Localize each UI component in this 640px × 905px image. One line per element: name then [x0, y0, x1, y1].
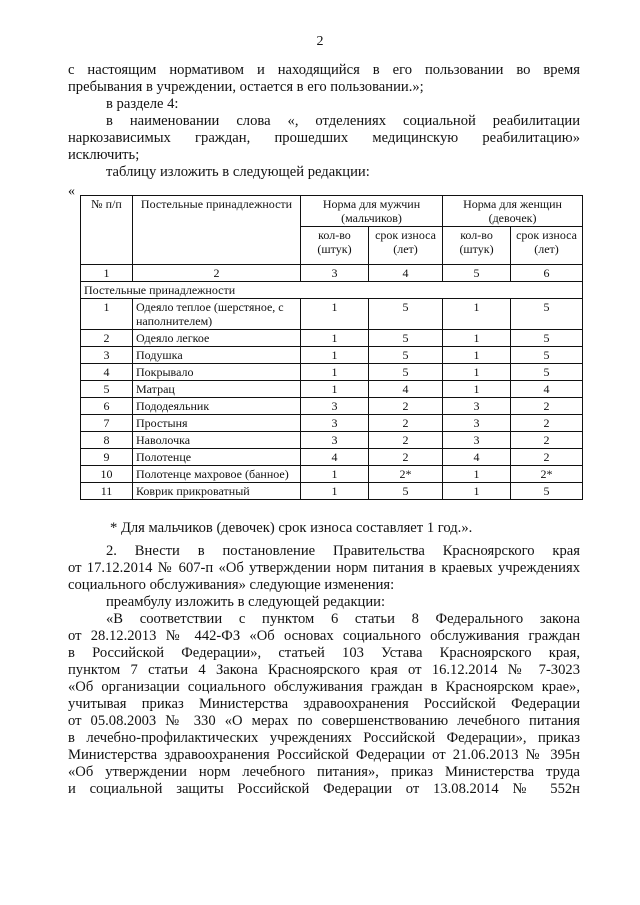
item-name-cell: Покрывало	[133, 364, 301, 381]
item-name-cell: Пододеяльник	[133, 398, 301, 415]
item-name-cell: Полотенце махровое (банное)	[133, 466, 301, 483]
value-cell: 4	[301, 449, 369, 466]
value-cell: 4	[369, 381, 443, 398]
value-cell: 2	[511, 398, 583, 415]
header-item: Постельные принадлежности	[133, 196, 301, 265]
col-number: 1	[81, 265, 133, 282]
value-cell: 2	[511, 432, 583, 449]
value-cell: 6	[81, 398, 133, 415]
table-row	[81, 449, 583, 466]
item-name-cell: Наволочка	[133, 432, 301, 449]
header-men-qty: кол-во (штук)	[301, 227, 369, 265]
value-cell: 5	[369, 347, 443, 364]
value-cell: 11	[81, 483, 133, 500]
item-name-cell: Коврик прикроватный	[133, 483, 301, 500]
paragraph-line: таблицу изложить в следующей редакции:	[106, 164, 370, 180]
col-number: 5	[443, 265, 511, 282]
value-cell: 5	[511, 364, 583, 381]
paragraph-line: с настоящим нормативом и находящийся в его пользовании во время	[68, 62, 580, 78]
value-cell: 7	[81, 415, 133, 432]
value-cell: 2	[511, 415, 583, 432]
paragraph-line: Министерства здравоохранения Российской Федерации от 21.06.2013 № 395н	[68, 747, 580, 763]
table-body	[81, 299, 583, 500]
header-women-qty: кол-во (штук)	[443, 227, 511, 265]
bedding-norms-table	[80, 195, 583, 500]
header-women-group: Норма для женщин (девочек)	[443, 196, 583, 227]
value-cell: 2	[369, 432, 443, 449]
paragraph-line: преамбулу изложить в следующей редакции:	[106, 594, 386, 610]
value-cell: 2	[511, 449, 583, 466]
value-cell: 3	[81, 347, 133, 364]
value-cell: 8	[81, 432, 133, 449]
header-num: № п/п	[81, 196, 133, 265]
value-cell: 3	[301, 432, 369, 449]
table-row	[81, 364, 583, 381]
paragraph-line: «Об утверждении норм лечебного питания», приказ Министерства труда	[68, 764, 580, 780]
item-name-cell: Подушка	[133, 347, 301, 364]
paragraph-line: от 05.08.2003 № 330 «О мерах по совершенствованию лечебного питания	[68, 713, 580, 729]
value-cell: 1	[443, 330, 511, 347]
table-row	[81, 415, 583, 432]
section-row	[81, 282, 583, 299]
paragraph-line: 2. Внести в постановление Правительства Красноярского края	[106, 543, 580, 559]
paragraph-line: в лечебно-профилактических учреждениях Российской Федерации», приказ	[68, 730, 580, 746]
table-row	[81, 466, 583, 483]
value-cell: 1	[301, 347, 369, 364]
value-cell: 3	[443, 415, 511, 432]
value-cell: 3	[443, 398, 511, 415]
value-cell: 5	[511, 483, 583, 500]
paragraph-line: в Российской Федерации», статьей 103 Устава Красноярского края,	[68, 645, 580, 661]
table-row	[81, 432, 583, 449]
value-cell: 5	[81, 381, 133, 398]
col-number: 2	[133, 265, 301, 282]
value-cell: 5	[369, 330, 443, 347]
table-row	[81, 330, 583, 347]
section-title: Постельные принадлежности	[81, 282, 583, 299]
value-cell: 2	[369, 398, 443, 415]
table-row	[81, 398, 583, 415]
value-cell: 3	[443, 432, 511, 449]
paragraph-line: в разделе 4:	[106, 96, 179, 112]
paragraph-line: от 17.12.2014 № 607-п «Об утверждении норм питания в краевых учреждениях	[68, 560, 580, 576]
value-cell: 1	[443, 466, 511, 483]
value-cell: 1	[443, 483, 511, 500]
value-cell: 9	[81, 449, 133, 466]
value-cell: 2*	[511, 466, 583, 483]
value-cell: 5	[369, 299, 443, 330]
col-number: 6	[511, 265, 583, 282]
value-cell: 1	[443, 364, 511, 381]
header-men-group: Норма для мужчин (мальчиков)	[301, 196, 443, 227]
value-cell: 5	[511, 299, 583, 330]
col-number: 3	[301, 265, 369, 282]
value-cell: 4	[81, 364, 133, 381]
value-cell: 5	[369, 364, 443, 381]
header-women-term: срок износа (лет)	[511, 227, 583, 265]
column-number-row	[81, 265, 583, 282]
item-name-cell: Полотенце	[133, 449, 301, 466]
table-row	[81, 483, 583, 500]
value-cell: 4	[443, 449, 511, 466]
value-cell: 4	[511, 381, 583, 398]
paragraph-line: исключить;	[68, 147, 140, 163]
value-cell: 1	[301, 466, 369, 483]
paragraph-line: «В соответствии с пунктом 6 статьи 8 Федерального закона	[106, 611, 580, 627]
footnote: * Для мальчиков (девочек) срок износа составляет 1 год.».	[110, 520, 473, 536]
value-cell: 1	[301, 381, 369, 398]
value-cell: 3	[301, 398, 369, 415]
value-cell: 2	[369, 449, 443, 466]
table-row	[81, 381, 583, 398]
open-quote: «	[68, 184, 75, 199]
table-row	[81, 347, 583, 364]
paragraph-line: пребывания в учреждении, остается в его пользовании.»;	[68, 79, 424, 95]
item-name-cell: Одеяло легкое	[133, 330, 301, 347]
value-cell: 3	[301, 415, 369, 432]
value-cell: 5	[511, 347, 583, 364]
value-cell: 2*	[369, 466, 443, 483]
value-cell: 1	[301, 330, 369, 347]
value-cell: 2	[369, 415, 443, 432]
value-cell: 1	[443, 299, 511, 330]
item-name-cell: Одеяло теплое (шерстяное, с наполнителем)	[133, 299, 301, 330]
col-number: 4	[369, 265, 443, 282]
paragraph-line: учитывая приказ Министерства здравоохранения Российской Федерации	[68, 696, 580, 712]
item-name-cell: Матрац	[133, 381, 301, 398]
value-cell: 1	[443, 381, 511, 398]
paragraph-line: социального обслуживания» следующие изменения:	[68, 577, 395, 593]
paragraph-line: пунктом 7 статьи 4 Закона Красноярского края от 16.12.2014 № 7-3023	[68, 662, 580, 678]
item-name-cell: Простыня	[133, 415, 301, 432]
paragraph-line: наркозависимых граждан, прошедших медицинскую реабилитацию»	[68, 130, 580, 146]
header-men-term: срок износа (лет)	[369, 227, 443, 265]
value-cell: 1	[301, 483, 369, 500]
value-cell: 5	[511, 330, 583, 347]
value-cell: 1	[81, 299, 133, 330]
value-cell: 1	[301, 299, 369, 330]
paragraph-line: и социальной защиты Российской Федерации от 13.08.2014 № 552н	[68, 781, 580, 797]
value-cell: 10	[81, 466, 133, 483]
page-number: 2	[316, 34, 324, 49]
paragraph-line: от 28.12.2013 № 442-ФЗ «Об основах социального обслуживания граждан	[68, 628, 580, 644]
table-row	[81, 299, 583, 330]
value-cell: 1	[443, 347, 511, 364]
value-cell: 1	[301, 364, 369, 381]
paragraph-line: «Об организации социального обслуживания граждан в Красноярском крае»,	[68, 679, 580, 695]
value-cell: 2	[81, 330, 133, 347]
value-cell: 5	[369, 483, 443, 500]
paragraph-line: в наименовании слова «, отделениях социальной реабилитации	[106, 113, 580, 129]
